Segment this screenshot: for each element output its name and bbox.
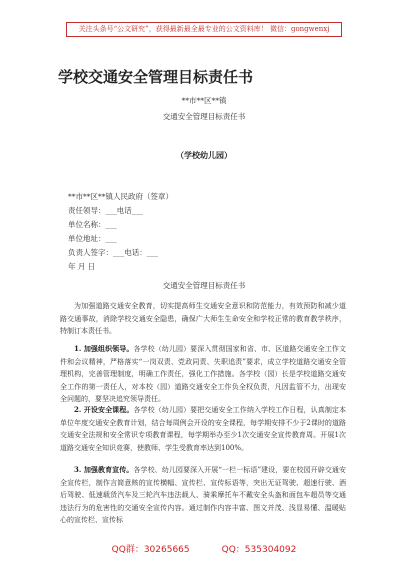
paragraph-text: 各学校、幼儿园要深入开展“一栏一标语”建设，要在校园开辟交通安全宣传栏，制作言简意赅的宣传横幅、宣传栏、宣传标语等，突出无证驾驶、超速行驶、酒后驾驶、低速载货汽车及三轮汽车违法载人、骑乘摩托车不戴安全头盔和面包车超员等交通违法行为的危害性的交通安全宣传内容。通过制作内容丰富、图文并茂、浅显易懂、温暖贴心的宣传栏、宣传标 [60, 466, 346, 524]
unit-name: 单位名称：___ [68, 220, 117, 229]
paragraph-text: 为加强道路交通安全教育，切实提高师生交通安全意识和防范能力，有效预防和减少道路交通事故，消除学校交通安全隐患，确保广大师生生命安全和学校正常的教育教学秩序，特制订本责任书。 [60, 302, 346, 335]
gov-signature: **市**区**镇人民政府（签章） [68, 192, 173, 201]
responsible-leader: 责任领导：___电话___ [68, 206, 143, 215]
qq-contact: QQ：535304092 [221, 545, 297, 555]
paragraph-intro [60, 300, 346, 338]
signature-block [68, 190, 173, 274]
paragraph-item [60, 464, 346, 536]
section-title: 交通安全管理目标责任书 [162, 281, 246, 290]
paragraph-text: 各学校（幼儿园）要深入贯彻国家和省、市、区道路交通安全工作文件和会议精神，严格落实“一岗双责、党政同责、失职追责”要求，成立学校道路交通安全管理机构，完善管理制度，明确工作责任，强化工作措施。各学校（园）长是学校道路交通安全工作的第一责任人，对本校（园）道路交通安全工作负全权负责，凡因监管不力，出现安全问题的，要坚决追究领导责任。 [60, 345, 346, 403]
contact-footer [0, 540, 408, 560]
subtitle: 交通安全管理目标责任书 [162, 112, 246, 121]
promo-banner[interactable]: 关注头条号“公文研究”，获得最新最全最专业的公文资料库！ 微信：gongwenxj [66, 22, 342, 37]
document-title: 学校交通安全管理目标责任书 [58, 68, 254, 86]
paragraph-lead: 1. 加强组织领导。 [74, 344, 134, 353]
paragraph-item [60, 343, 346, 406]
paragraph-lead: 2. 开设安全课程。 [74, 405, 134, 414]
issuer-line: **市**区**镇 [181, 96, 227, 105]
unit-address: 单位地址：___ [68, 234, 117, 243]
sign-date: 年 月 日 [68, 262, 96, 271]
qq-group: QQ群：30265665 [111, 545, 190, 555]
paragraph-text: 各学校（幼儿园）要把交通安全工作纳入学校工作日程，认真制定本单位年度交通安全教育计划，结合每周例会开设的安全课程，每学期安排不少于2课时的道路交通安全法规和安全常识专项教育课程，每学期举办至少1次交通安全宣传教育周。开展1次道路交通安全知识竞赛，使教师、学生受教育率达到100%。 [60, 406, 346, 452]
person-signature: 负责人签字：___电话：___ [68, 248, 158, 257]
school-label: （学校幼儿园） [176, 150, 232, 160]
paragraph-item [60, 404, 346, 454]
paragraph-lead: 3. 加强教育宣传。 [74, 465, 134, 474]
